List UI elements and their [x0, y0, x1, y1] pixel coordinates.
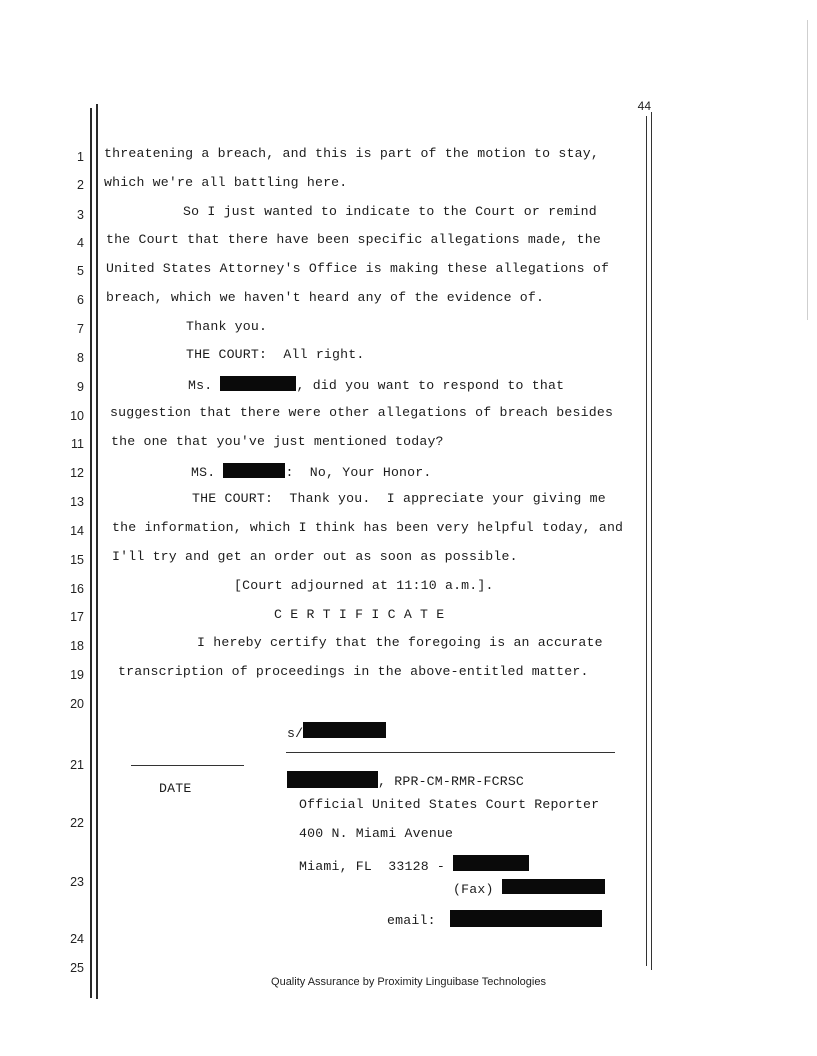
address-city-text: Miami, FL 33128 -: [299, 859, 454, 874]
line-number: 12: [70, 466, 84, 480]
transcript-line: the one that you've just mentioned today?: [111, 434, 444, 449]
transcript-line: [Court adjourned at 11:10 a.m.].: [234, 578, 494, 593]
transcript-line: THE COURT: Thank you. I appreciate your giving me: [192, 491, 606, 506]
transcript-line: United States Attorney's Office is making these allegations of: [106, 261, 610, 276]
date-label: DATE: [159, 781, 192, 796]
transcript-line: which we're all battling here.: [104, 175, 348, 190]
transcript-line: I hereby certify that the foregoing is an accurate: [197, 635, 603, 650]
right-margin-rule: [651, 112, 652, 970]
page-number: 44: [637, 99, 651, 113]
line-number: 22: [70, 816, 84, 830]
line-number: 18: [70, 639, 84, 653]
signature-prefix: s/: [287, 726, 304, 741]
footer-credit: [0, 976, 817, 988]
redacted-name: [220, 376, 296, 391]
redacted-reporter-name: [287, 771, 378, 788]
line-number: 23: [70, 875, 84, 889]
footer-text: Quality Assurance by Proximity Linguibase Technologies: [271, 976, 546, 988]
reporter-email-line: [387, 910, 602, 928]
transcript-line: transcription of proceedings in the above-entitled matter.: [118, 664, 589, 679]
fax-label: (Fax): [453, 882, 494, 897]
line-number: 14: [70, 524, 84, 538]
line-number: 25: [70, 961, 84, 975]
line-number: 8: [77, 351, 84, 365]
reporter-title: Official United States Court Reporter: [299, 797, 600, 812]
line-number: 3: [77, 208, 84, 222]
transcript-line: threatening a breach, and this is part of the motion to stay,: [104, 146, 599, 161]
signature-line: [287, 722, 386, 741]
transcript-line: the Court that there have been specific allegations made, the: [106, 232, 601, 247]
speaker-prefix: Ms.: [188, 378, 221, 393]
line-number: 2: [77, 178, 84, 192]
line-number: 15: [70, 553, 84, 567]
transcript-line: breach, which we haven't heard any of the evidence of.: [106, 290, 545, 305]
reporter-name-line: [287, 771, 524, 789]
line-number: 4: [77, 236, 84, 250]
transcript-line: [188, 376, 564, 393]
transcript-line: So I just wanted to indicate to the Court or remind: [183, 204, 597, 219]
line-number: 16: [70, 582, 84, 596]
line-number: 7: [77, 322, 84, 336]
transcript-line: [191, 463, 432, 480]
speaker-text: , did you want to respond to that: [296, 378, 565, 393]
redacted-phone: [453, 855, 529, 871]
reporter-fax-line: [453, 879, 605, 897]
line-number: 9: [77, 380, 84, 394]
left-margin-rule: [96, 104, 98, 999]
transcript-line: the information, which I think has been very helpful today, and: [112, 520, 624, 535]
certificate-heading: C E R T I F I C A T E: [274, 607, 445, 622]
line-number: 21: [70, 758, 84, 772]
line-number: 24: [70, 932, 84, 946]
redacted-signature: [303, 722, 386, 738]
redacted-email: [450, 910, 602, 927]
line-number: 6: [77, 293, 84, 307]
redacted-fax: [502, 879, 605, 894]
email-label: email:: [387, 913, 436, 928]
line-number: 5: [77, 264, 84, 278]
right-margin-rule: [646, 116, 647, 966]
scan-edge-line: [807, 20, 808, 320]
speaker-prefix: MS.: [191, 465, 224, 480]
transcript-line: THE COURT: All right.: [186, 347, 365, 362]
line-number: 1: [77, 150, 84, 164]
reporter-signature-rule: [286, 752, 615, 753]
reporter-address-city: [299, 855, 529, 874]
transcript-line: I'll try and get an order out as soon as possible.: [112, 549, 518, 564]
line-number: 11: [71, 437, 84, 451]
line-number: 10: [70, 409, 84, 423]
reporter-address-street: 400 N. Miami Avenue: [299, 826, 454, 841]
speaker-text: : No, Your Honor.: [285, 465, 432, 480]
date-signature-rule: [131, 765, 244, 766]
left-margin-rule: [90, 108, 92, 998]
transcript-line: suggestion that there were other allegations of breach besides: [110, 405, 614, 420]
line-number: 13: [70, 495, 84, 509]
line-number: 19: [70, 668, 84, 682]
redacted-name: [223, 463, 285, 478]
line-number: 17: [70, 610, 84, 624]
transcript-line: Thank you.: [186, 319, 268, 334]
line-number: 20: [70, 697, 84, 711]
reporter-credentials: , RPR-CM-RMR-FCRSC: [378, 774, 525, 789]
